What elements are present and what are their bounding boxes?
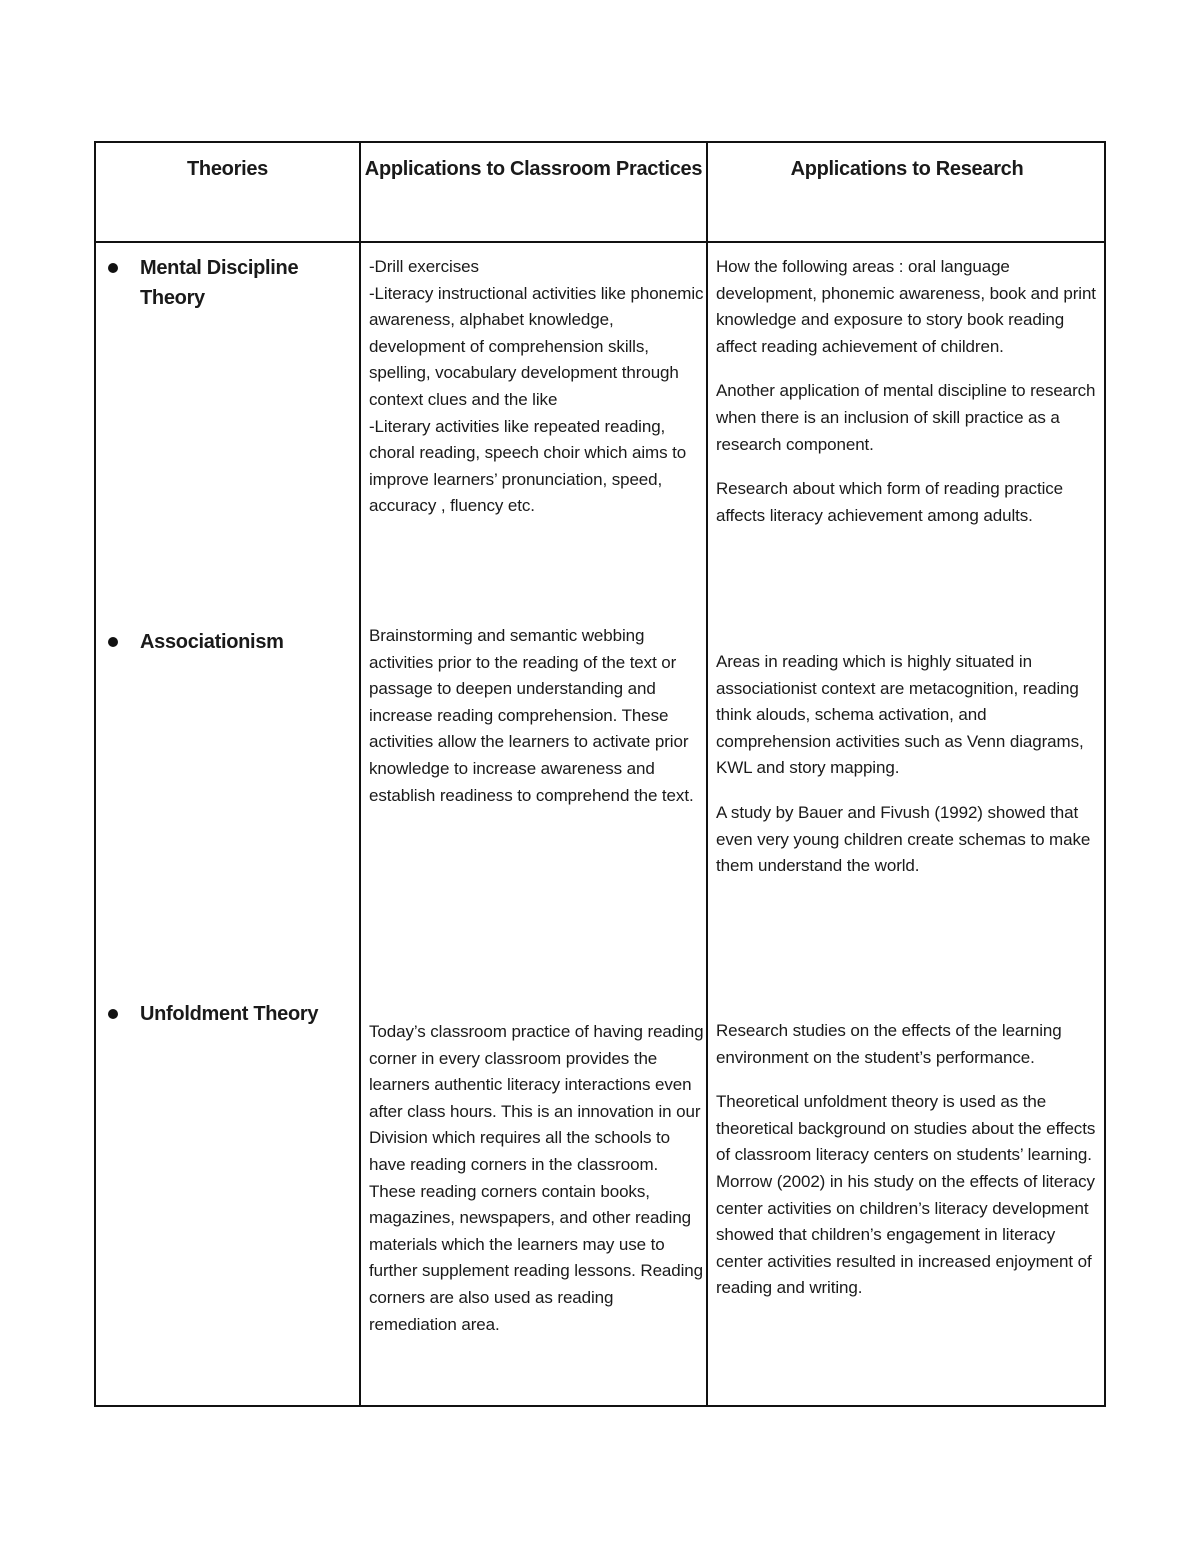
bullet-icon [108, 1009, 118, 1019]
research-paragraph: Research studies on the effects of the learning environment on the student’s performance. [716, 1021, 1062, 1067]
theories-table [94, 141, 1106, 1407]
bullet-icon [108, 263, 118, 273]
theory-label: Mental Discipline Theory [140, 257, 299, 309]
header-research: Applications to Research [790, 158, 1024, 180]
research-cell-unfoldment [716, 1018, 1100, 1302]
theory-label: Unfoldment Theory [140, 1003, 319, 1025]
header-classroom-practices: Applications to Classroom Practices [364, 158, 703, 180]
column-divider [359, 143, 361, 1405]
research-paragraph: How the following areas : oral language development, phonemic awareness, book and print knowledge and exposure to story book reading affect reading achievement of children. [716, 257, 1096, 356]
classroom-cell-unfoldment [369, 1019, 704, 1338]
research-paragraph: A study by Bauer and Fivush (1992) showed that even very young children create schemas to make them understand the world. [716, 802, 1091, 876]
research-cell-associationism [716, 649, 1100, 880]
theory-unfoldment [140, 999, 355, 1029]
theory-label: Associationism [140, 631, 284, 653]
header-theories: Theories [187, 158, 268, 180]
research-paragraph: Areas in reading which is highly situated in associationist context are metacognition, reading think alouds, schema activation, and comprehension activities such as Venn diagrams, KWL and story mapping. [716, 652, 1084, 778]
classroom-line: -Literacy instructional activities like phonemic awareness, alphabet knowledge, development of comprehension skills, spelling, vocabulary development through context clues and the like [369, 283, 704, 409]
header-row-divider [96, 241, 1104, 243]
classroom-cell-associationism [369, 623, 704, 809]
research-cell-mental-discipline [716, 254, 1100, 529]
classroom-paragraph: Brainstorming and semantic webbing activities prior to the reading of the text or passage to deepen understanding and increase reading comprehension. These activities allow the learners to activate prior knowledge to increase awareness and establish readiness to comprehend the text. [369, 626, 694, 805]
theory-associationism [140, 627, 355, 657]
bullet-icon [108, 637, 118, 647]
research-paragraph: Another application of mental discipline to research when there is an inclusion of skill practice as a research component. [716, 381, 1096, 454]
classroom-line: -Literary activities like repeated reading, choral reading, speech choir which aims to improve learners’ pronunciation, speed, accuracy , fluency etc. [369, 416, 687, 516]
theory-mental-discipline [140, 253, 355, 313]
research-paragraph: Theoretical unfoldment theory is used as the theoretical background on studies about the effects of classroom literacy centers on students’ learning. Morrow (2002) in his study on the effects of literacy center activities on children’s literacy development showed that children’s engagement in literacy center activities resulted in increased enjoyment of reading and writing. [716, 1092, 1096, 1298]
classroom-line: -Drill exercises [369, 257, 479, 276]
classroom-paragraph: Today’s classroom practice of having reading corner in every classroom provides the learners authentic literacy interactions even after class hours. This is an innovation in our Division which requires all the schools to have reading corners in the classroom. These reading corners contain books, magazines, newspapers, and other reading materials which the learners may use to further supplement reading lessons. Reading corners are also used as reading remediation area. [369, 1022, 704, 1334]
column-divider [706, 143, 708, 1405]
research-paragraph: Research about which form of reading practice affects literacy achievement among adults. [716, 479, 1064, 525]
classroom-cell-mental-discipline [369, 254, 704, 520]
